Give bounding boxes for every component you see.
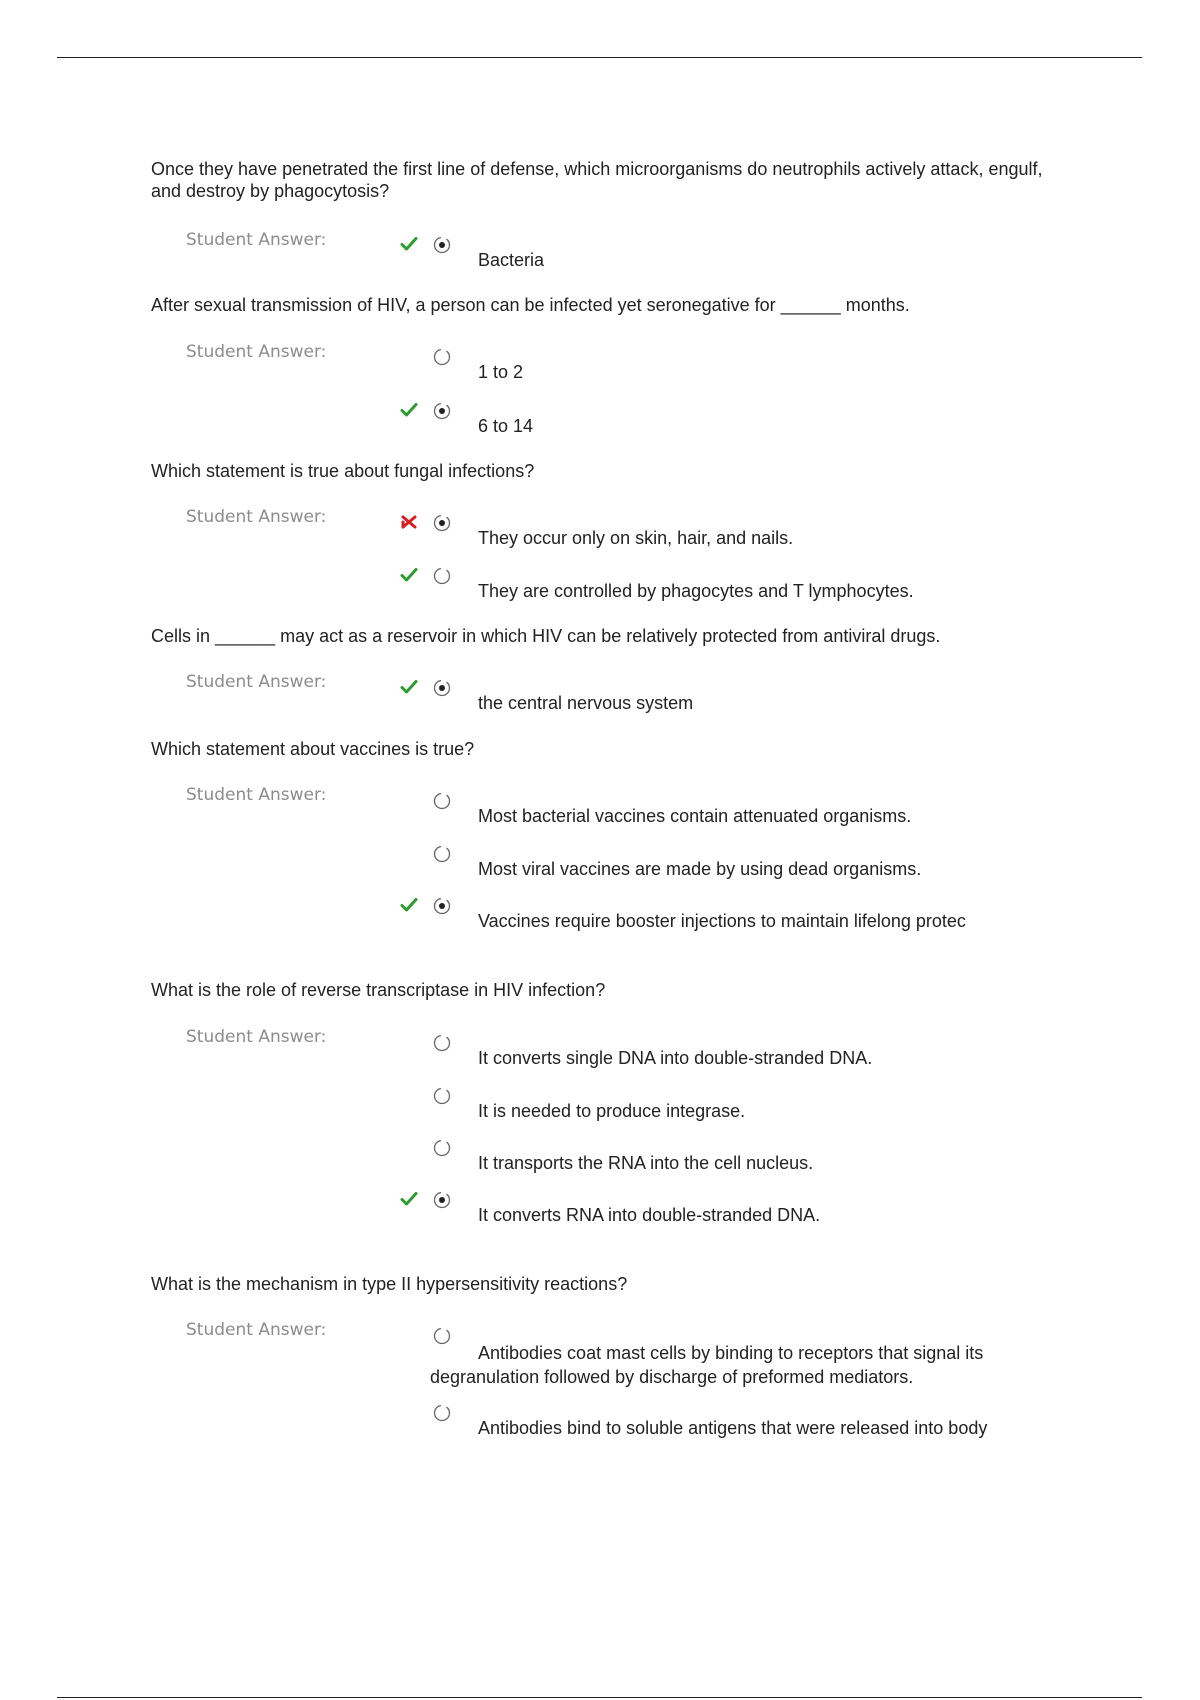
question-7-text: What is the mechanism in type II hypersensitivity reactions? xyxy=(151,1274,628,1294)
check-icon xyxy=(400,678,418,696)
option-text: Bacteria xyxy=(478,250,545,270)
q7-option-1 xyxy=(400,1326,1160,1386)
no-mark xyxy=(400,347,418,365)
radio-unselected-icon[interactable] xyxy=(433,1139,451,1157)
radio-unselected-icon[interactable] xyxy=(433,1404,451,1422)
q6-option-3 xyxy=(400,1138,1160,1178)
q3-option-1 xyxy=(400,513,1160,553)
radio-selected-icon[interactable] xyxy=(433,514,451,532)
check-icon xyxy=(400,401,418,419)
radio-selected-icon[interactable] xyxy=(433,897,451,915)
q5-option-1 xyxy=(400,791,1160,831)
question-1-text: Once they have penetrated the first line of defense, which microorganisms do neutrophils actively attack, engulf, and destroy by phagocytosis? xyxy=(151,159,1043,201)
cross-icon xyxy=(400,513,418,531)
radio-unselected-icon[interactable] xyxy=(433,792,451,810)
student-answer-label: Student Answer: xyxy=(186,672,327,692)
option-text: Most bacterial vaccines contain attenuated organisms. xyxy=(478,806,912,826)
radio-selected-icon[interactable] xyxy=(433,679,451,697)
q6-option-1 xyxy=(400,1033,1160,1073)
q4-option-1 xyxy=(400,678,1160,718)
option-text: 6 to 14 xyxy=(478,416,534,436)
q5-option-3 xyxy=(400,896,1160,936)
q6-option-2 xyxy=(400,1086,1160,1126)
student-answer-label: Student Answer: xyxy=(186,1027,327,1047)
radio-selected-icon[interactable] xyxy=(433,1191,451,1209)
question-5-text: Which statement about vaccines is true? xyxy=(151,739,475,759)
radio-unselected-icon[interactable] xyxy=(433,845,451,863)
option-text: They are controlled by phagocytes and T lymphocytes. xyxy=(478,581,914,601)
option-text: Vaccines require booster injections to maintain lifelong protec xyxy=(478,911,966,931)
option-text: It converts single DNA into double-stranded DNA. xyxy=(478,1048,873,1068)
check-icon xyxy=(400,566,418,584)
option-text: the central nervous system xyxy=(478,693,694,713)
radio-unselected-icon[interactable] xyxy=(433,348,451,366)
check-icon xyxy=(400,1190,418,1208)
option-text: They occur only on skin, hair, and nails. xyxy=(478,528,794,548)
q2-option-2 xyxy=(400,401,1160,441)
question-2-text: After sexual transmission of HIV, a person can be infected yet seronegative for ______ months. xyxy=(151,295,910,315)
q1-option-1 xyxy=(400,235,1160,275)
question-4-text: Cells in ______ may act as a reservoir in which HIV can be relatively protected from antiviral drugs. xyxy=(151,626,941,646)
radio-selected-icon[interactable] xyxy=(433,402,451,420)
student-answer-label: Student Answer: xyxy=(186,507,327,527)
no-mark xyxy=(400,1033,418,1051)
option-text: Antibodies coat mast cells by binding to receptors that signal its degranulation followed by discharge of preformed mediators. xyxy=(430,1343,984,1387)
no-mark xyxy=(400,1326,418,1344)
question-3-text: Which statement is true about fungal infections? xyxy=(151,461,535,481)
check-icon xyxy=(400,896,418,914)
student-answer-label: Student Answer: xyxy=(186,1320,327,1340)
q3-option-2 xyxy=(400,566,1160,606)
radio-selected-icon[interactable] xyxy=(433,236,451,254)
q6-option-4 xyxy=(400,1190,1160,1230)
question-6-text: What is the role of reverse transcriptase in HIV infection? xyxy=(151,980,606,1000)
option-text: Most viral vaccines are made by using dead organisms. xyxy=(478,859,922,879)
q5-option-2 xyxy=(400,844,1160,884)
q7-option-2 xyxy=(400,1403,1160,1443)
option-text: It is needed to produce integrase. xyxy=(478,1101,746,1121)
no-mark xyxy=(400,1086,418,1104)
check-icon xyxy=(400,235,418,253)
radio-unselected-icon[interactable] xyxy=(433,1034,451,1052)
bottom-rule xyxy=(57,1697,1142,1698)
no-mark xyxy=(400,791,418,809)
option-text: It transports the RNA into the cell nucleus. xyxy=(478,1153,814,1173)
student-answer-label: Student Answer: xyxy=(186,785,327,805)
no-mark xyxy=(400,1138,418,1156)
q2-option-1 xyxy=(400,347,1160,387)
student-answer-label: Student Answer: xyxy=(186,230,327,250)
no-mark xyxy=(400,844,418,862)
option-text: It converts RNA into double-stranded DNA. xyxy=(478,1205,821,1225)
no-mark xyxy=(400,1403,418,1421)
radio-unselected-icon[interactable] xyxy=(433,1087,451,1105)
student-answer-label: Student Answer: xyxy=(186,342,327,362)
option-text: 1 to 2 xyxy=(478,362,524,382)
option-text: Antibodies bind to soluble antigens that were released into body xyxy=(478,1418,988,1438)
radio-unselected-icon[interactable] xyxy=(433,567,451,585)
